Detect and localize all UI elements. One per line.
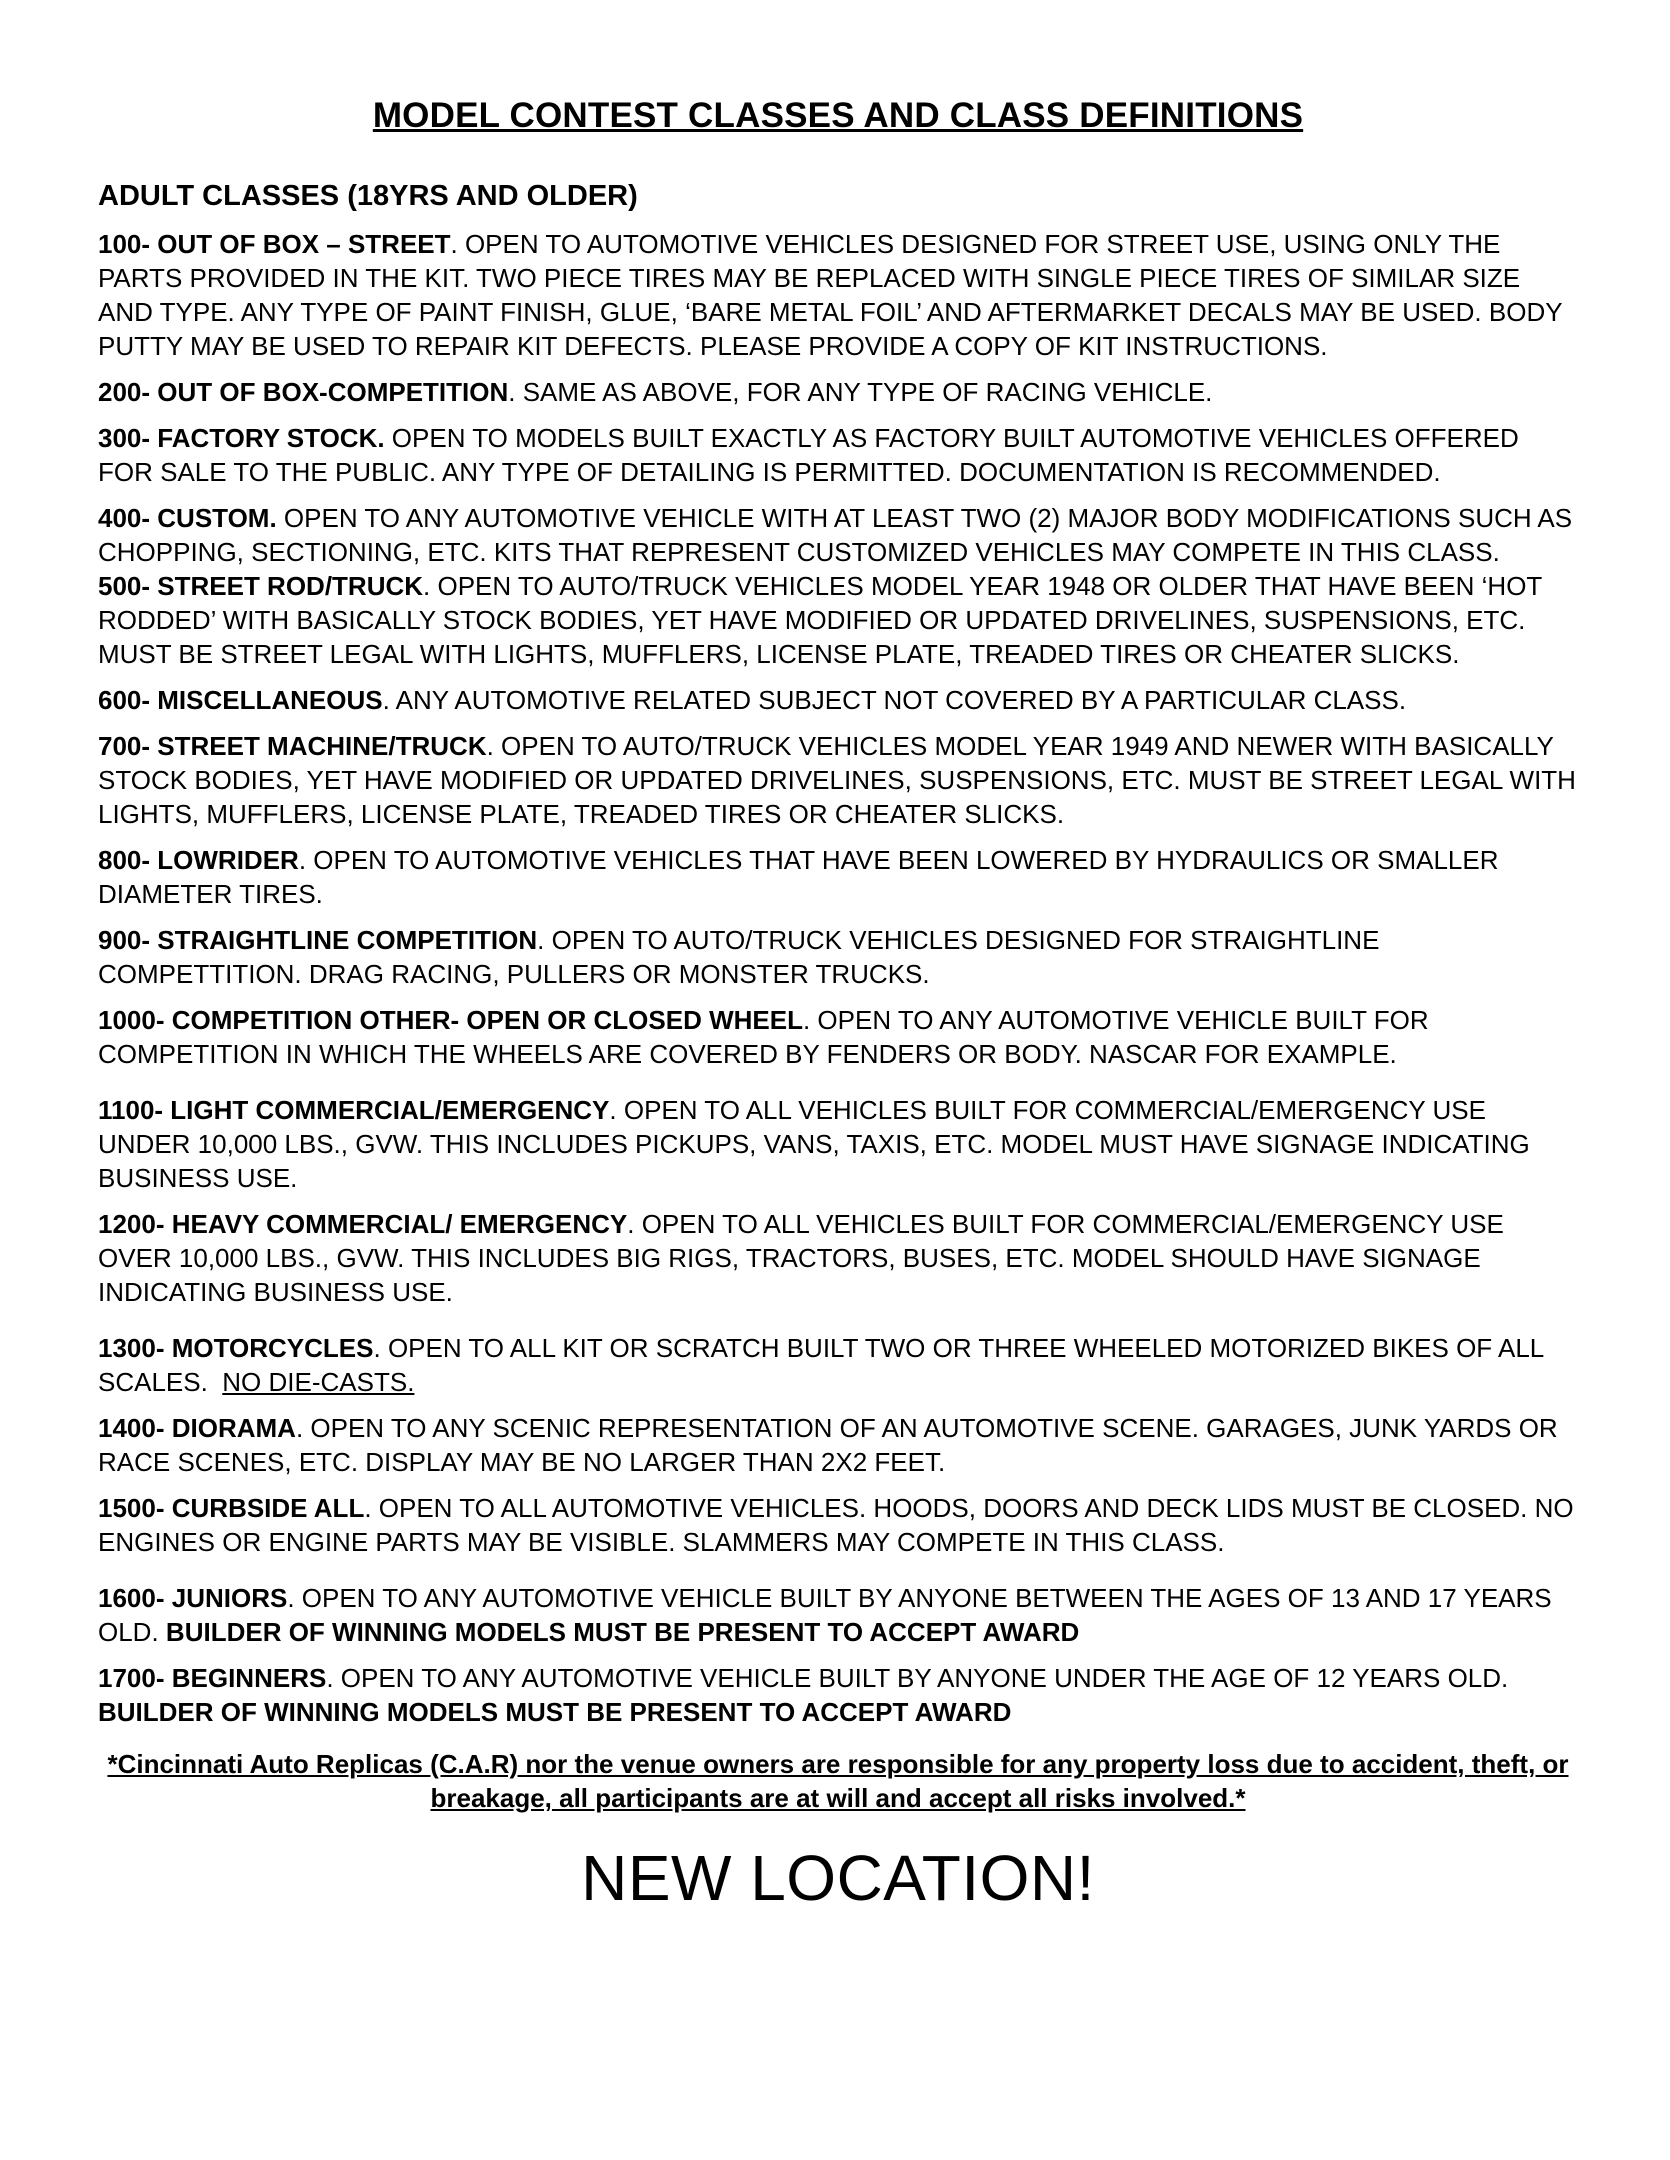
class-name: LIGHT COMMERCIAL/EMERGENCY: [170, 1095, 610, 1125]
class-name: JUNIORS: [171, 1583, 288, 1613]
class-underlined-note: NO DIE-CASTS.: [222, 1367, 415, 1397]
class-800: [98, 843, 1578, 911]
class-name: OUT OF BOX – STREET: [157, 229, 451, 259]
class-number: 1000-: [98, 1005, 172, 1035]
class-description: . SAME AS ABOVE, FOR ANY TYPE OF RACING VEHICLE.: [508, 377, 1213, 407]
class-description: . OPEN TO ANY SCENIC REPRESENTATION OF AN AUTOMOTIVE SCENE. GARAGES, JUNK YARDS OR RACE SCENES, ETC. DISPLAY MAY BE NO LARGER THAN 2X2 FEET.: [98, 1413, 1558, 1477]
class-600: [98, 683, 1578, 717]
class-description: . OPEN TO ALL VEHICLES BUILT FOR COMMERCIAL/EMERGENCY USE UNDER 10,000 LBS., GVW. THIS INCLUDES PICKUPS, VANS, TAXIS, ETC. MODEL MUST HAVE SIGNAGE INDICATING BUSINESS USE.: [98, 1095, 1530, 1193]
class-1600: [98, 1581, 1578, 1649]
class-500: [98, 569, 1578, 671]
class-name: MISCELLANEOUS: [157, 685, 383, 715]
class-note: BUILDER OF WINNING MODELS MUST BE PRESENT TO ACCEPT AWARD: [98, 1697, 1012, 1727]
class-name: DIORAMA: [171, 1413, 296, 1443]
class-number: 200-: [98, 377, 158, 407]
class-description: OPEN TO ANY AUTOMOTIVE VEHICLE WITH AT LEAST TWO (2) MAJOR BODY MODIFICATIONS SUCH AS CHOPPING, SECTIONING, ETC. KITS THAT REPRESENT CUSTOMIZED VEHICLES MAY COMPETE IN THIS CLASS.: [98, 503, 1573, 567]
class-name: FACTORY STOCK.: [157, 423, 385, 453]
class-name: OUT OF BOX-COMPETITION: [157, 377, 509, 407]
class-description: . OPEN TO AUTO/TRUCK VEHICLES DESIGNED FOR STRAIGHTLINE COMPETTITION. DRAG RACING, PULLERS OR MONSTER TRUCKS.: [98, 925, 1380, 989]
class-description: . OPEN TO AUTOMOTIVE VEHICLES DESIGNED FOR STREET USE, USING ONLY THE PARTS PROVIDED IN THE KIT. TWO PIECE TIRES MAY BE REPLACED WITH SINGLE PIECE TIRES OF SIMILAR SIZE AND TYPE. ANY TYPE OF PAINT FINISH, GLUE, ‘BARE METAL FOIL’ AND AFTERMARKET DECALS MAY BE USED. BODY PUTTY MAY BE USED TO REPAIR KIT DEFECTS. PLEASE PROVIDE A COPY OF KIT INSTRUCTIONS.: [98, 229, 1563, 361]
class-description: . ANY AUTOMOTIVE RELATED SUBJECT NOT COVERED BY A PARTICULAR CLASS.: [382, 685, 1407, 715]
class-description: . OPEN TO ALL AUTOMOTIVE VEHICLES. HOODS, DOORS AND DECK LIDS MUST BE CLOSED. NO ENGINES OR ENGINE PARTS MAY BE VISIBLE. SLAMMERS MAY COMPETE IN THIS CLASS.: [98, 1493, 1574, 1557]
section-heading: ADULT CLASSES (18YRS AND OLDER): [98, 180, 638, 212]
class-200: [98, 375, 1578, 409]
class-name: CUSTOM.: [157, 503, 277, 533]
class-number: 1700-: [98, 1663, 172, 1693]
class-400: [98, 501, 1578, 569]
class-number: 500-: [98, 571, 158, 601]
class-300: [98, 421, 1578, 489]
class-name: LOWRIDER: [157, 845, 299, 875]
class-description: OPEN TO MODELS BUILT EXACTLY AS FACTORY BUILT AUTOMOTIVE VEHICLES OFFERED FOR SALE TO THE PUBLIC. ANY TYPE OF DETAILING IS PERMITTED. DOCUMENTATION IS RECOMMENDED.: [98, 423, 1519, 487]
class-name: STREET MACHINE/TRUCK: [157, 731, 487, 761]
document-page: [98, 96, 1578, 1915]
class-number: 1500-: [98, 1493, 172, 1523]
class-description: . OPEN TO ALL VEHICLES BUILT FOR COMMERCIAL/EMERGENCY USE OVER 10,000 LBS., GVW. THIS INCLUDES BIG RIGS, TRACTORS, BUSES, ETC. MODEL SHOULD HAVE SIGNAGE INDICATING BUSINESS USE.: [98, 1209, 1504, 1307]
class-description: . OPEN TO AUTO/TRUCK VEHICLES MODEL YEAR 1949 AND NEWER WITH BASICALLY STOCK BODIES, YET HAVE MODIFIED OR UPDATED DRIVELINES, SUSPENSIONS, ETC. MUST BE STREET LEGAL WITH LIGHTS, MUFFLERS, LICENSE PLATE, TREADED TIRES OR CHEATER SLICKS.: [98, 731, 1576, 829]
page-title: MODEL CONTEST CLASSES AND CLASS DEFINITIONS: [372, 96, 1304, 135]
class-number: 600-: [98, 685, 158, 715]
class-description: . OPEN TO ALL KIT OR SCRATCH BUILT TWO OR THREE WHEELED MOTORIZED BIKES OF ALL SCALES.: [98, 1333, 1551, 1397]
class-description: . OPEN TO ANY AUTOMOTIVE VEHICLE BUILT FOR COMPETITION IN WHICH THE WHEELS ARE COVERED BY FENDERS OR BODY. NASCAR FOR EXAMPLE.: [98, 1005, 1429, 1069]
class-name: STRAIGHTLINE COMPETITION: [157, 925, 538, 955]
class-number: 1600-: [98, 1583, 172, 1613]
class-1300: [98, 1331, 1578, 1399]
class-1100: [98, 1093, 1578, 1195]
class-number: 900-: [98, 925, 158, 955]
class-1500: [98, 1491, 1578, 1559]
class-number: 1300-: [98, 1333, 172, 1363]
class-name: COMPETITION OTHER- OPEN OR CLOSED WHEEL: [171, 1005, 803, 1035]
class-description: . OPEN TO ANY AUTOMOTIVE VEHICLE BUILT BY ANYONE BETWEEN THE AGES OF 13 AND 17 YEARS OLD.: [98, 1583, 1552, 1647]
class-number: 400-: [98, 503, 158, 533]
class-number: 700-: [98, 731, 158, 761]
class-900: [98, 923, 1578, 991]
class-name: BEGINNERS: [171, 1663, 327, 1693]
class-number: 1400-: [98, 1413, 172, 1443]
class-1200: [98, 1207, 1578, 1309]
class-name: HEAVY COMMERCIAL/ EMERGENCY: [171, 1209, 628, 1239]
class-name: STREET ROD/TRUCK: [157, 571, 424, 601]
class-number: 100-: [98, 229, 158, 259]
class-1000: [98, 1003, 1578, 1071]
new-location-banner: NEW LOCATION!: [581, 1842, 1095, 1914]
class-100: [98, 227, 1578, 363]
class-number: 1100-: [98, 1095, 171, 1125]
class-name: MOTORCYCLES: [171, 1333, 374, 1363]
class-number: 800-: [98, 845, 158, 875]
liability-disclaimer: *Cincinnati Auto Replicas (C.A.R) nor the venue owners are responsible for any property loss due to accident, theft, or breakage, all participants are at will and accept all risks involved.*: [107, 1749, 1569, 1813]
class-description: . OPEN TO AUTO/TRUCK VEHICLES MODEL YEAR 1948 OR OLDER THAT HAVE BEEN ‘HOT RODDED’ WITH BASICALLY STOCK BODIES, YET HAVE MODIFIED OR UPDATED DRIVELINES, SUSPENSIONS, ETC. MUST BE STREET LEGAL WITH LIGHTS, MUFFLERS, LICENSE PLATE, TREADED TIRES OR CHEATER SLICKS.: [98, 571, 1542, 669]
class-1400: [98, 1411, 1578, 1479]
class-number: 1200-: [98, 1209, 172, 1239]
class-number: 300-: [98, 423, 158, 453]
class-700: [98, 729, 1578, 831]
class-description: . OPEN TO ANY AUTOMOTIVE VEHICLE BUILT BY ANYONE UNDER THE AGE OF 12 YEARS OLD.: [326, 1663, 1509, 1693]
class-1700: [98, 1661, 1578, 1729]
class-name: CURBSIDE ALL: [171, 1493, 365, 1523]
class-note: BUILDER OF WINNING MODELS MUST BE PRESENT TO ACCEPT AWARD: [165, 1617, 1080, 1647]
class-description: . OPEN TO AUTOMOTIVE VEHICLES THAT HAVE BEEN LOWERED BY HYDRAULICS OR SMALLER DIAMETER TIRES.: [98, 845, 1499, 909]
